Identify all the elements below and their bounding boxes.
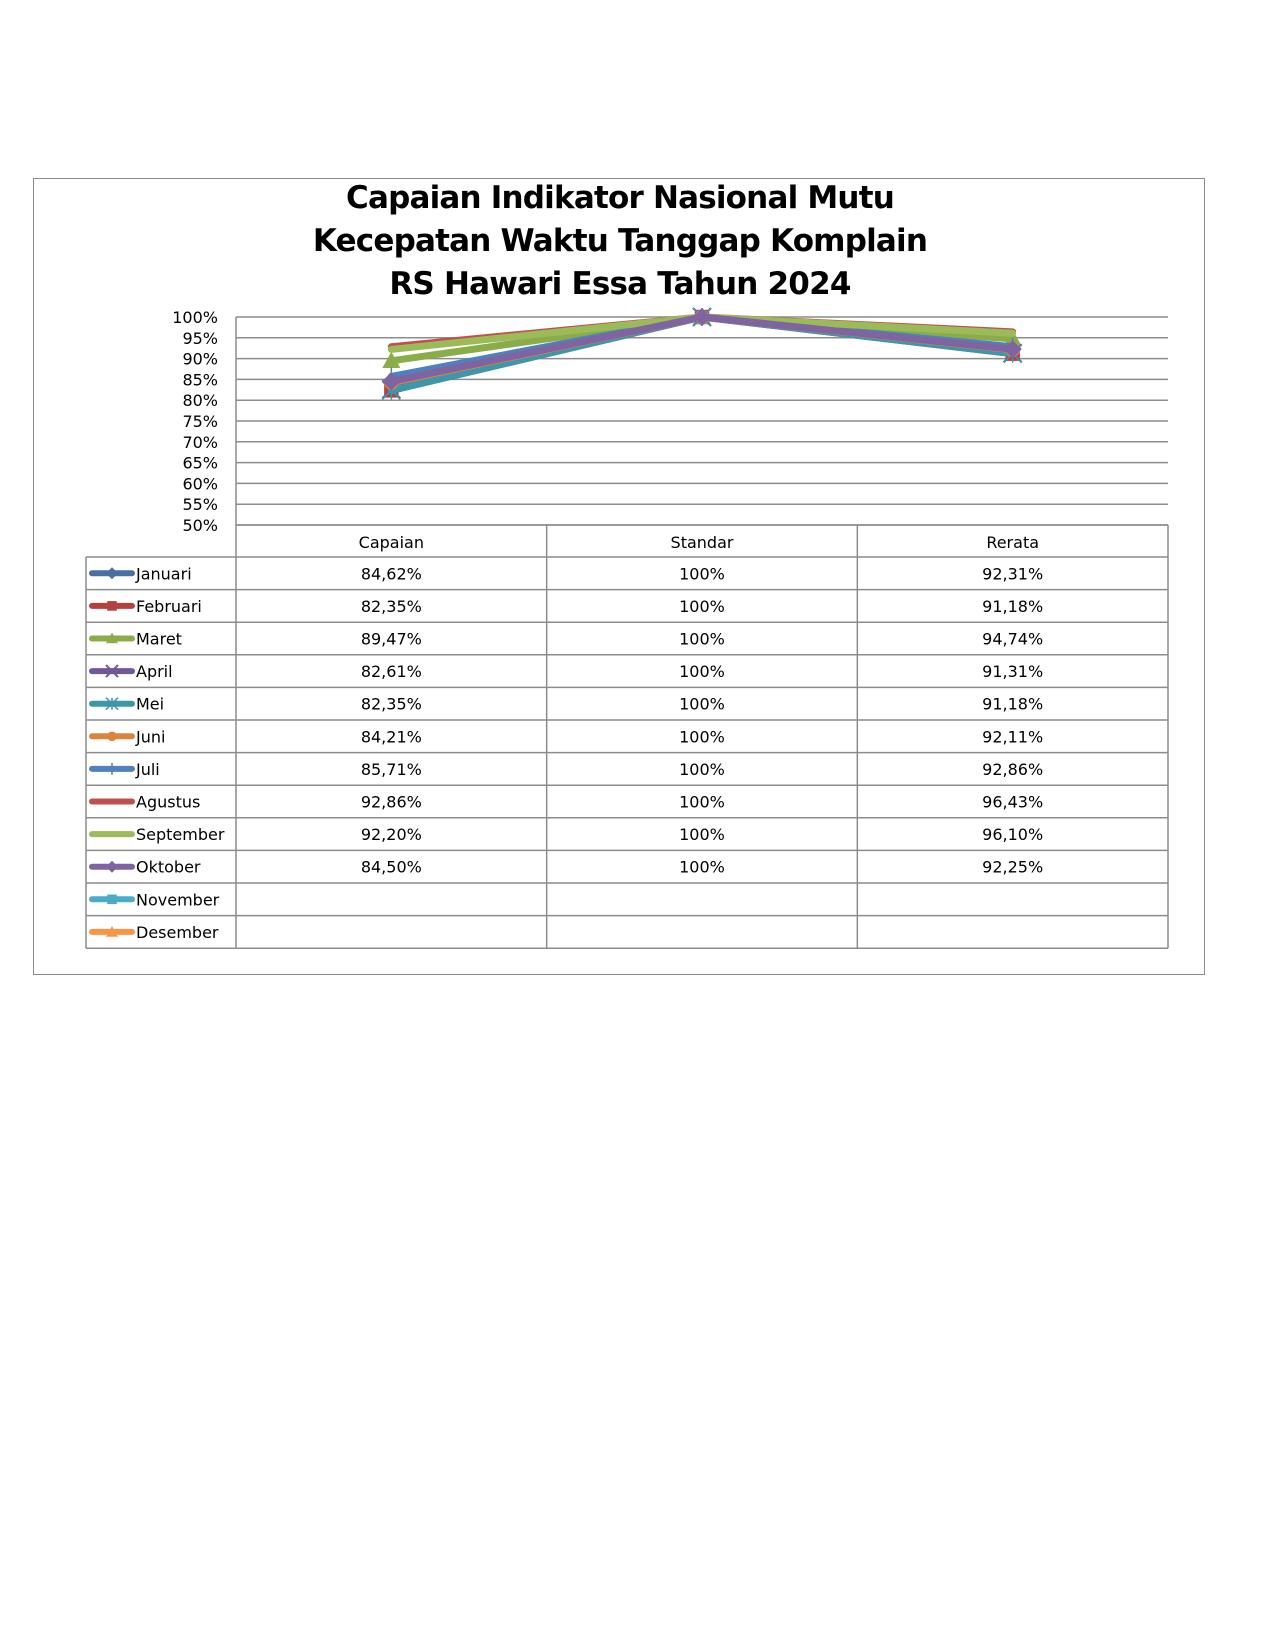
y-tick-label: 80%: [182, 391, 218, 411]
y-tick-label: 95%: [182, 328, 218, 348]
data-label: 82,35%: [360, 596, 422, 616]
legend-key-januari: [92, 567, 132, 579]
y-tick-label: 55%: [182, 495, 218, 515]
legend-label: Februari: [136, 596, 202, 616]
legend-label: Oktober: [136, 857, 201, 877]
data-label: 91,18%: [982, 596, 1044, 616]
legend-key-maret: [92, 633, 132, 644]
y-tick-label: 70%: [182, 432, 218, 452]
legend-key-april: [92, 665, 132, 677]
chart-title-line-1: Capaian Indikator Nasional Mutu: [346, 180, 894, 216]
data-label: 100%: [679, 564, 725, 584]
y-tick-label: 60%: [182, 474, 218, 494]
data-label: 84,50%: [360, 857, 422, 877]
data-label: 91,31%: [982, 662, 1044, 682]
y-tick-label: 90%: [182, 349, 218, 369]
legend-label: Januari: [136, 564, 192, 584]
data-label: 100%: [679, 727, 725, 747]
data-label: 82,35%: [360, 694, 422, 714]
legend-label: Agustus: [136, 792, 201, 812]
legend-marker-diamond: [106, 567, 118, 579]
legend-marker-circle: [107, 732, 117, 742]
data-label: 92,25%: [982, 857, 1044, 877]
legend-label: Maret: [136, 629, 182, 649]
legend-key-februari: [92, 601, 132, 611]
legend-marker-square: [107, 895, 117, 905]
chart-title-line-3: RS Hawari Essa Tahun 2024: [389, 266, 851, 302]
legend-key-november: [92, 895, 132, 905]
data-label: 92,11%: [982, 727, 1044, 747]
category-label: Standar: [670, 533, 734, 552]
data-label: 84,21%: [360, 727, 422, 747]
data-label: 100%: [679, 792, 725, 812]
legend-label: November: [136, 890, 220, 910]
data-label: 94,74%: [982, 629, 1044, 649]
data-label: 100%: [679, 629, 725, 649]
y-tick-label: 100%: [172, 308, 218, 327]
category-label: Rerata: [986, 533, 1040, 552]
legend-key-oktober: [92, 861, 132, 873]
data-label: 89,47%: [360, 629, 422, 649]
data-label: 91,18%: [982, 694, 1044, 714]
y-tick-label: 85%: [182, 370, 218, 390]
data-label: 92,86%: [982, 759, 1044, 779]
chart-title-line-2: Kecepatan Waktu Tanggap Komplain: [312, 223, 928, 259]
data-label: 92,31%: [982, 564, 1044, 584]
data-label: 82,61%: [360, 662, 422, 682]
legend-label: Mei: [136, 694, 165, 714]
legend-key-mei: [92, 698, 132, 710]
legend-label: April: [136, 662, 173, 682]
legend-key-desember: [92, 926, 132, 937]
y-tick-label: 75%: [182, 412, 218, 431]
data-label: 84,62%: [360, 564, 422, 584]
legend-key-juli: [92, 763, 132, 775]
legend-marker-diamond: [106, 861, 118, 873]
legend-label: Juni: [136, 727, 166, 747]
legend-label: September: [136, 825, 225, 845]
data-label: 96,43%: [982, 792, 1044, 812]
y-tick-label: 50%: [182, 516, 218, 535]
legend-key-juni: [92, 732, 132, 742]
data-label: 100%: [679, 825, 725, 845]
legend-marker-square: [107, 601, 117, 611]
data-label: 100%: [679, 759, 725, 779]
data-label: 100%: [679, 857, 725, 877]
category-label: Capaian: [358, 533, 424, 552]
data-label: 92,20%: [360, 825, 422, 845]
data-label: 100%: [679, 596, 725, 616]
data-label: 85,71%: [360, 759, 422, 779]
data-label: 92,86%: [360, 792, 422, 812]
legend-label: Juli: [136, 759, 160, 779]
data-label: 96,10%: [982, 825, 1044, 845]
y-tick-label: 65%: [182, 453, 218, 473]
data-label: 100%: [679, 694, 725, 714]
legend-label: Desember: [136, 922, 219, 942]
data-label: 100%: [679, 662, 725, 682]
